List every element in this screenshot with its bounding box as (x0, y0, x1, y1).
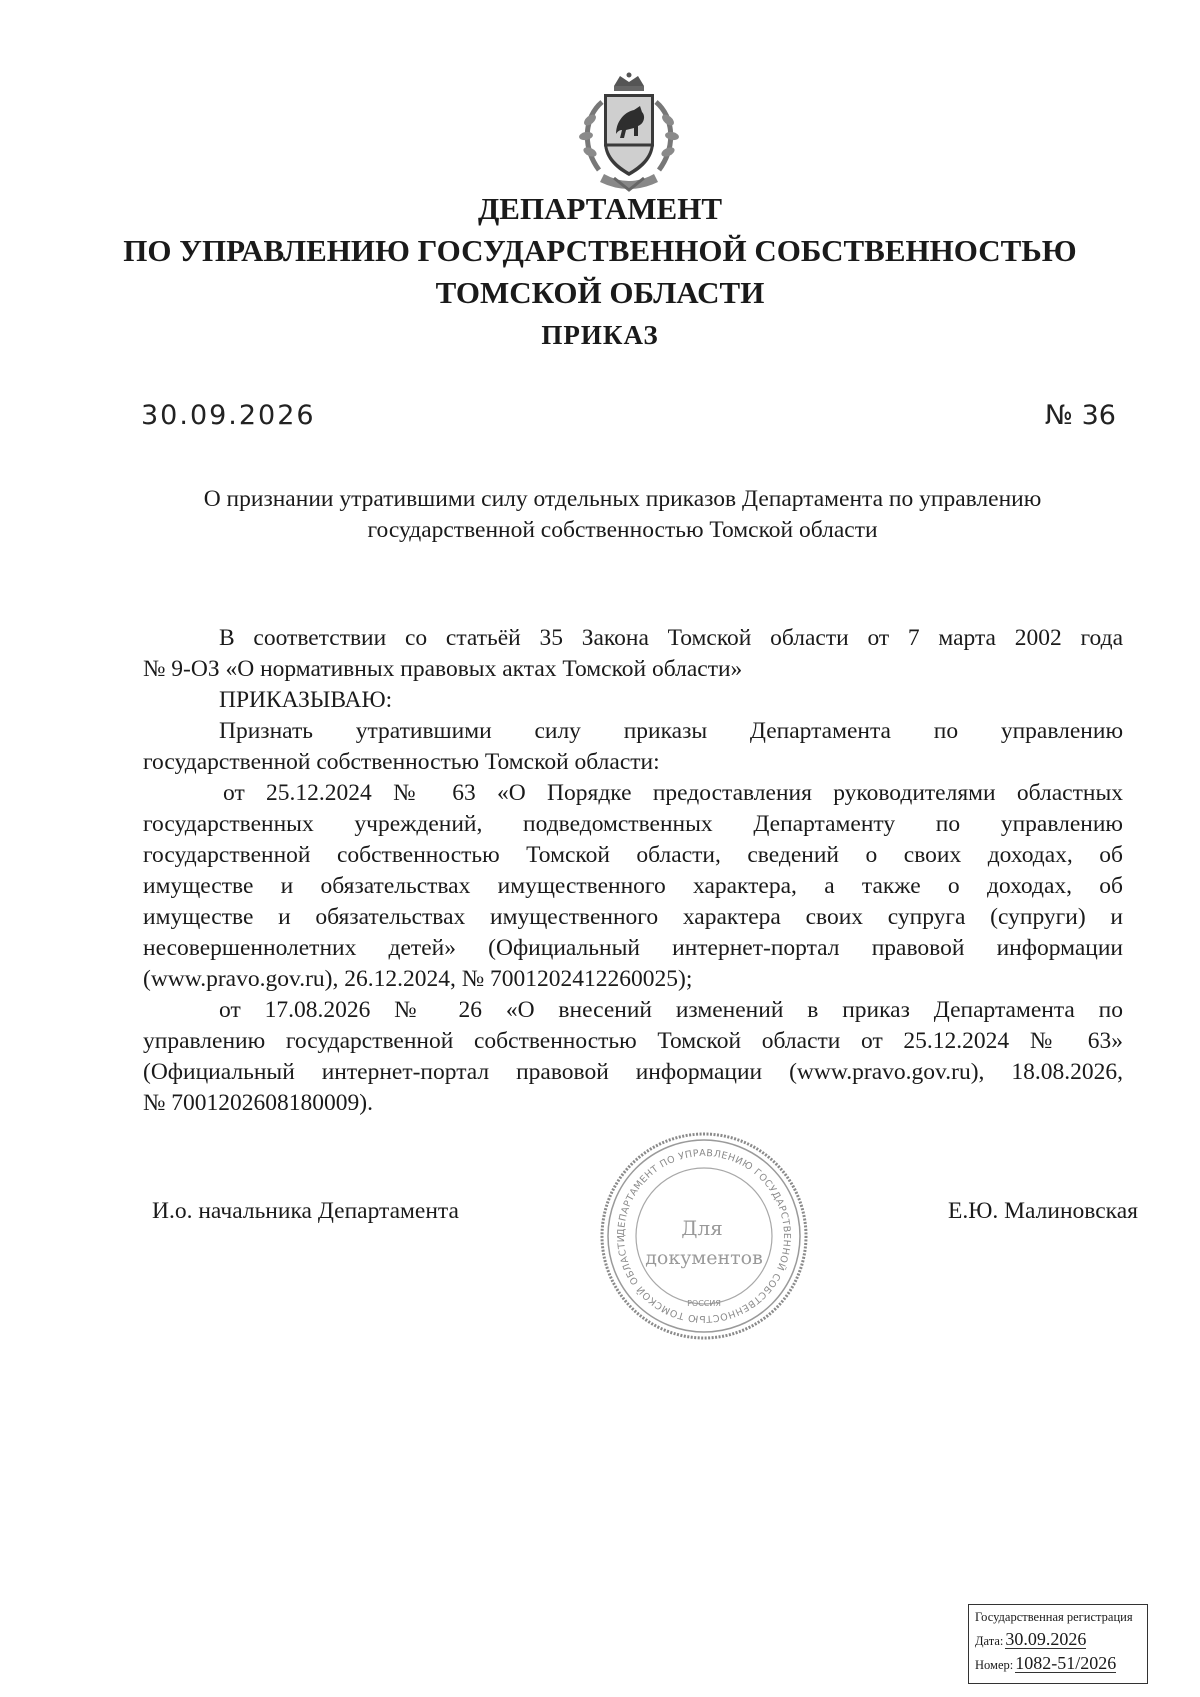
stamp-bottom-text: РОССИЯ (687, 1299, 721, 1308)
body-line: несовершеннолетних детей» (Официальный интернет-портал правовой информации (143, 935, 1123, 961)
body-line: Признать утратившими силу приказы Департамента по управлению (219, 718, 1123, 744)
body-line: В соответствии со статьёй 35 Закона Томской области от 7 марта 2002 года (219, 625, 1123, 651)
coat-of-arms-emblem (574, 72, 684, 194)
registration-title: Государственная регистрация (975, 1610, 1133, 1624)
header-line-2: ПО УПРАВЛЕНИЮ ГОСУДАРСТВЕННОЙ СОБСТВЕННОСТЬЮ (123, 233, 1077, 268)
body-line: от 25.12.2024 № 63 «О Порядке предоставления руководителями областных (223, 780, 1123, 806)
subject-line-1: О признании утратившими силу отдельных приказов Департамента по управлению (203, 486, 1042, 512)
stamp-center-line-2: документов (645, 1247, 763, 1269)
body-line: государственной собственностью Томской области: (143, 749, 660, 775)
body-line: ПРИКАЗЫВАЮ: (219, 687, 393, 713)
registration-number-label: Номер: (975, 1658, 1014, 1672)
order-body (143, 623, 1123, 1119)
body-line: управлению государственной собственностью Томской области от 25.12.2024 № 63» (143, 1028, 1123, 1054)
registration-date-value: 30.09.2026 (1005, 1629, 1087, 1649)
order-date: 30.09.2026 (141, 400, 316, 431)
signatory-position: И.о. начальника Департамента (152, 1198, 459, 1224)
department-header (100, 188, 1100, 314)
body-line: от 17.08.2026 № 26 «О внесений изменений в приказ Департамента по (219, 997, 1123, 1023)
body-line: имуществе и обязательствах имущественного характера, а также о доходах, об (143, 873, 1123, 899)
official-stamp (598, 1130, 810, 1342)
signatory-name: Е.Ю. Малиновская (948, 1198, 1138, 1224)
body-line: государственной собственностью Томской области, сведений о своих доходах, об (143, 842, 1123, 868)
document-type-title: ПРИКАЗ (541, 320, 659, 350)
header-line-3: ТОМСКОЙ ОБЛАСТИ (435, 275, 765, 310)
body-line: (Официальный интернет-портал правовой информации (www.pravo.gov.ru), 18.08.2026, (143, 1059, 1123, 1085)
stamp-center-line-1: Для (681, 1216, 723, 1240)
order-number: № 36 (1044, 400, 1116, 431)
registration-date-row (975, 1630, 1141, 1649)
registration-number-value: 1082-51/2026 (1015, 1653, 1117, 1673)
registration-box (968, 1604, 1148, 1684)
order-subject (120, 484, 1125, 546)
body-line: имуществе и обязательствах имущественного характера своих супруга (супруги) и (143, 904, 1123, 930)
subject-line-2: государственной собственностью Томской области (367, 517, 878, 543)
header-line-1: ДЕПАРТАМЕНТ (477, 191, 723, 226)
body-line: № 7001202608180009). (143, 1090, 373, 1116)
stamp-ring-text: ДЕПАРТАМЕНТ ПО УПРАВЛЕНИЮ ГОСУДАРСТВЕННОЙ СОБСТВЕННОСТЬЮ ТОМСКОЙ ОБЛАСТИ (615, 1147, 793, 1325)
body-line: (www.pravo.gov.ru), 26.12.2024, № 7001202412260025); (143, 966, 693, 992)
body-line: государственных учреждений, подведомственных Департаменту по управлению (143, 811, 1123, 837)
body-line: № 9-ОЗ «О нормативных правовых актах Томской области» (143, 656, 743, 682)
registration-number-row (975, 1654, 1141, 1673)
registration-date-label: Дата: (975, 1634, 1004, 1648)
